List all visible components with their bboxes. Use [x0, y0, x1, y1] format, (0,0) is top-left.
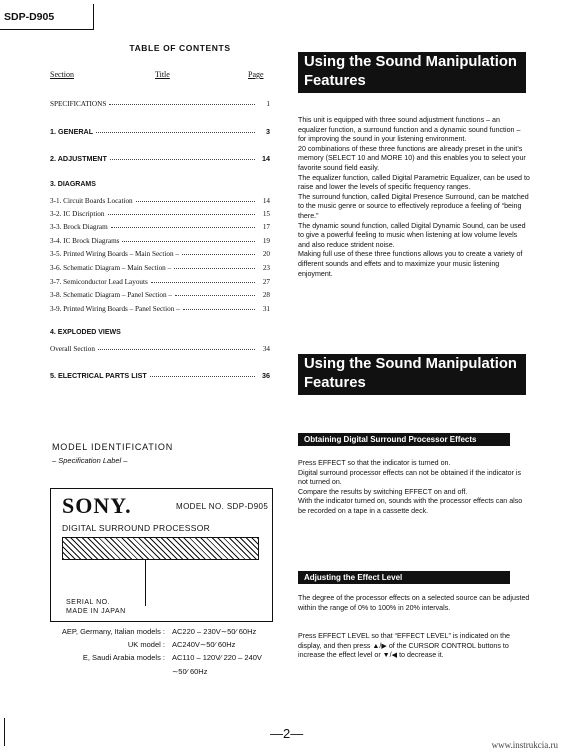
toc-label: 5. ELECTRICAL PARTS LIST — [50, 371, 147, 380]
toc-page: 27 — [262, 278, 270, 286]
sony-logo: SONY. — [62, 493, 132, 518]
hatched-voltage-area — [62, 537, 259, 560]
level-text-2: Press EFFECT LEVEL so that “EFFECT LEVEL” is indicated on the display, and then press ▲/▶ of the CURSOR CONTROL buttons to increase the effect level or ▼/◀ to decrease it. — [298, 632, 510, 660]
toc-label: 2. ADJUSTMENT — [50, 154, 107, 163]
banner-sound-features-2: Using the Sound Manipulation Features — [298, 354, 526, 395]
toc-row — [50, 301, 270, 313]
toc-label: SPECIFICATIONS — [50, 100, 107, 108]
toc-col-title: Title — [155, 70, 170, 79]
intro-paragraph: This unit is equipped with three sound adjustment functions – an equalizer function, a surround function and a dynamic sound function – for improving the sound in your listening environment. — [298, 116, 521, 144]
toc-row — [50, 193, 270, 205]
toc-page: 14 — [262, 197, 270, 205]
page-number: —2— — [270, 726, 304, 741]
voltage-value: ∼50⁄ 60Hz — [172, 667, 208, 676]
toc-row-parts — [50, 368, 270, 380]
toc-page: 19 — [262, 237, 270, 245]
toc-row-specifications — [50, 96, 270, 108]
intro-text — [298, 116, 530, 279]
toc-row — [50, 287, 270, 299]
toc-row-general — [50, 124, 270, 136]
page-edge-mark — [4, 718, 5, 746]
model-number: MODEL NO. SDP-D905 — [176, 502, 269, 511]
toc-row — [50, 274, 270, 286]
toc-label: Overall Section — [50, 345, 95, 353]
voltage-value: AC220 – 230V∼50⁄ 60Hz — [172, 627, 257, 636]
toc-label: 3-5. Printed Wiring Boards – Main Section – — [50, 250, 179, 258]
voltage-value: AC240V∼50⁄ 60Hz — [172, 640, 236, 649]
voltage-region: E, Saudi Arabia models : — [82, 653, 165, 662]
toc-row — [50, 260, 270, 272]
toc-row — [50, 233, 270, 245]
toc-title: TABLE OF CONTENTS — [129, 43, 231, 53]
bar-effect-level: Adjusting the Effect Level — [298, 571, 510, 584]
intro-paragraph: Making full use of these three functions allows you to create a variety of different sounds and effets and to maximize your music listening enjoyment. — [298, 250, 523, 278]
toc-label: 3-7. Semiconductor Lead Layouts — [50, 278, 148, 286]
toc-row-overall — [50, 341, 270, 353]
toc-page: 36 — [262, 371, 270, 380]
toc-page: 17 — [262, 223, 270, 231]
effects-text — [298, 459, 530, 517]
intro-paragraph: The dynamic sound function, called Digital Dynamic Sound, can be used to give a powerful feeling to music when listening at low volume levels and also reduce strident noise. — [298, 221, 526, 249]
effects-paragraph: Compare the results by switching EFFECT on and off. — [298, 487, 468, 496]
toc-label: 3-1. Circuit Boards Location — [50, 197, 133, 205]
toc-page: 31 — [262, 305, 270, 313]
toc-label: 1. GENERAL — [50, 127, 94, 136]
toc-label: 3-6. Schematic Diagram – Main Section – — [50, 264, 172, 272]
toc-row-adjustment — [50, 151, 270, 163]
voltage-region: UK model : — [127, 640, 165, 649]
toc-page: 14 — [262, 154, 270, 163]
toc-row — [50, 219, 270, 231]
bar-surround-effects: Obtaining Digital Surround Processor Effects — [298, 433, 510, 446]
toc-label: 3-9. Printed Wiring Boards – Panel Section – — [50, 305, 180, 313]
pointer-line — [145, 560, 146, 606]
intro-paragraph: The surround function, called Digital Presence Surround, can be matched to the music genre or source to effectively reproduce a feeling of “being there.” — [298, 192, 529, 220]
effects-paragraph: Digital surround processor effects can not be obtained if the indicator is not turned on. — [298, 468, 522, 487]
banner-sound-features: Using the Sound Manipulation Features — [298, 52, 526, 93]
model-id-title: MODEL IDENTIFICATION — [52, 442, 174, 452]
level-text-1: The degree of the processor effects on a selected source can be adjusted within the range of 0% to 100% in 20% intervals. — [298, 594, 530, 612]
voltage-region: AEP, Germany, Italian models : — [61, 627, 165, 636]
toc-page: 20 — [262, 250, 270, 258]
toc-page: 34 — [262, 345, 270, 353]
model-tag: SDP-D905 — [0, 4, 94, 30]
toc-row — [50, 246, 270, 258]
toc-row — [50, 206, 270, 218]
serial-label: SERIAL NO. — [66, 599, 111, 606]
intro-paragraph: The equalizer function, called Digital Parametric Equalizer, can be used to raise and lower the levels of specific frequency ranges. — [298, 173, 530, 192]
effects-paragraph: Press EFFECT so that the indicator is turned on. — [298, 459, 451, 467]
toc-page: 23 — [262, 264, 270, 272]
intro-paragraph: 20 combinations of these three functions are already preset in the unit’s memory (SELECT 10 and MORE 10) and this enables you to select your favorite sound field easily. — [298, 144, 526, 172]
made-in: MADE IN JAPAN — [66, 608, 126, 615]
toc-page: 15 — [262, 210, 270, 218]
toc-diagrams-heading: 3. DIAGRAMS — [50, 181, 96, 188]
toc-label: 3-3. Brock Diagram — [50, 223, 108, 231]
product-name: DIGITAL SURROUND PROCESSOR — [62, 523, 211, 533]
voltage-value: AC110 – 120V⁄ 220 – 240V — [172, 653, 262, 662]
toc-label: 3-8. Schematic Diagram – Panel Section – — [50, 291, 172, 299]
toc-label: 3-2. IC Discription — [50, 210, 105, 218]
toc-page: 1 — [266, 100, 270, 108]
serial-block — [66, 598, 126, 616]
effects-paragraph: With the indicator turned on, sounds with the processor effects can also be recorded on a tape in a cassette deck. — [298, 497, 523, 515]
toc-col-section: Section — [50, 70, 74, 79]
model-id-subtitle: – Specification Label – — [52, 456, 128, 465]
toc-col-page: Page — [248, 70, 264, 79]
toc-page: 28 — [262, 291, 270, 299]
toc-exploded-heading: 4. EXPLODED VIEWS — [50, 329, 121, 336]
toc-page: 3 — [266, 127, 270, 136]
source-url: www.instrukcia.ru — [491, 740, 558, 750]
toc-label: 3-4. IC Brock Diagrams — [50, 237, 120, 245]
